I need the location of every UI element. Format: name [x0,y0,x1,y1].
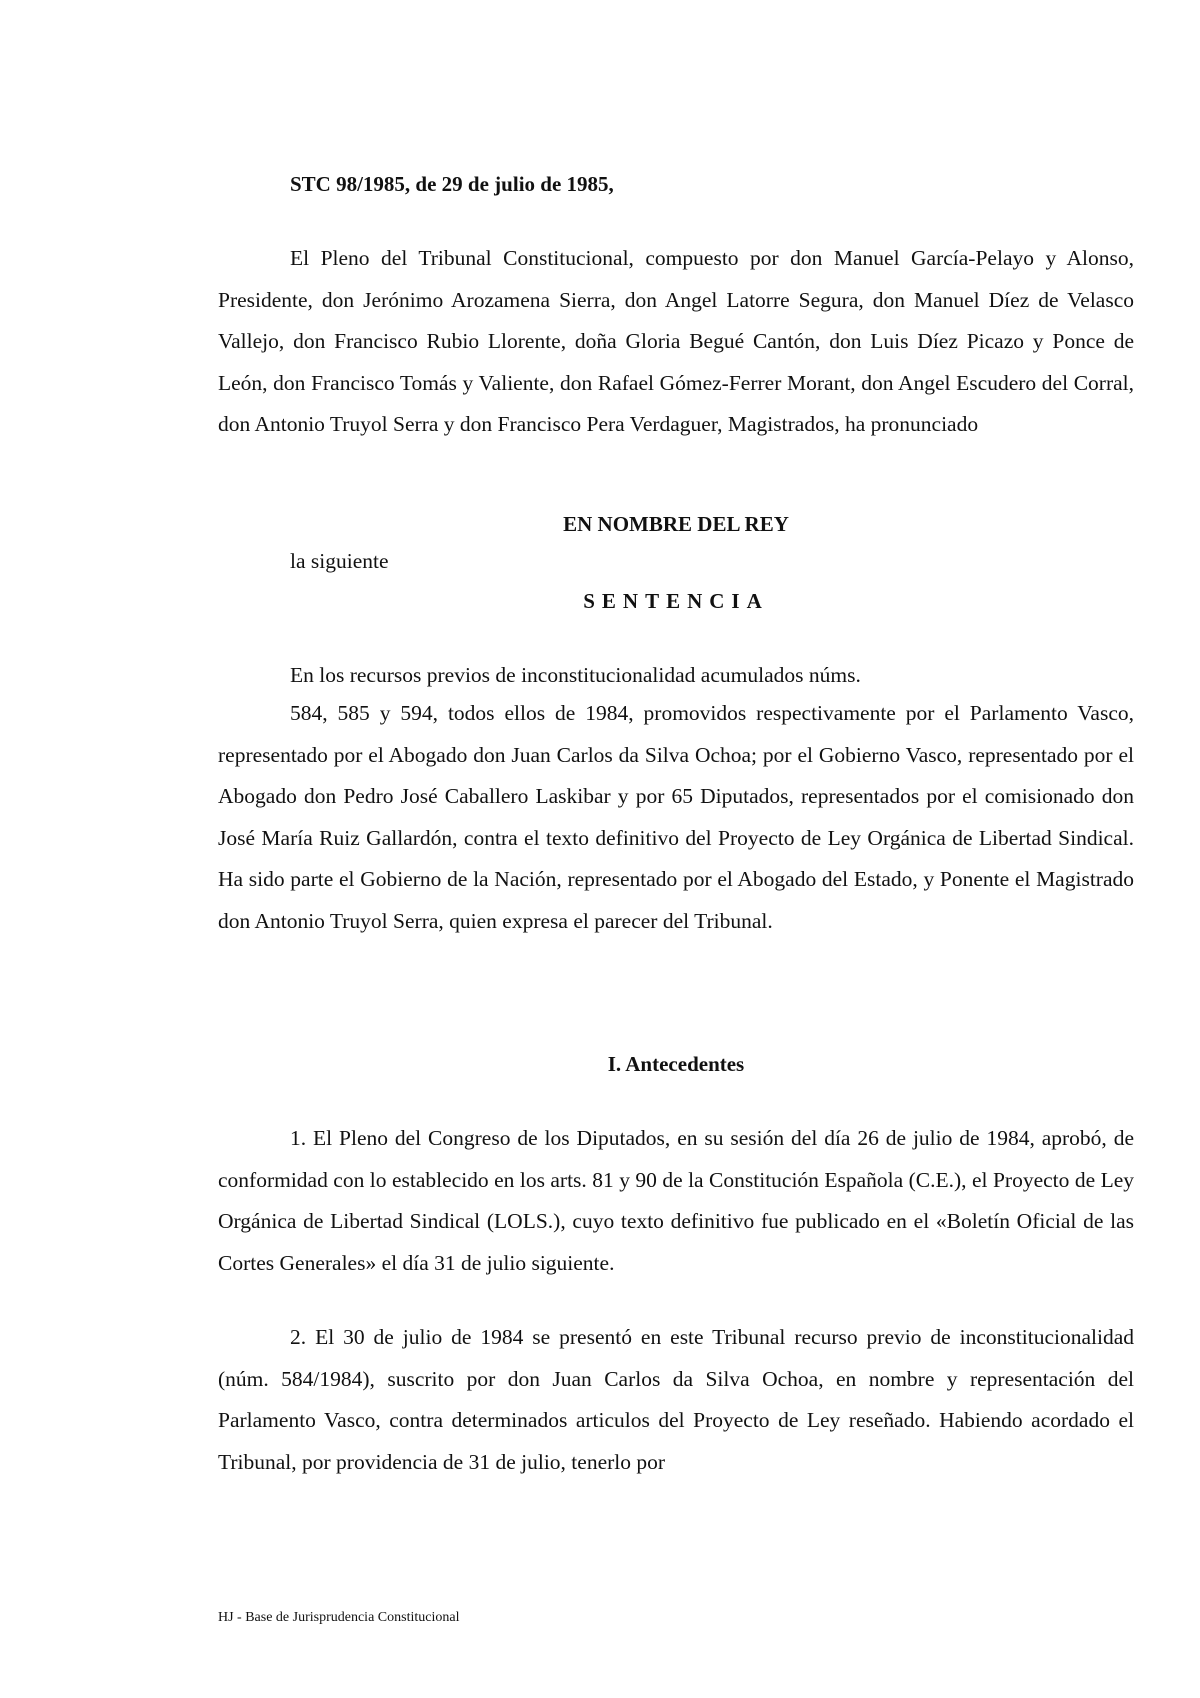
document-title: STC 98/1985, de 29 de julio de 1985, [290,172,614,196]
antecedente-1-paragraph: 1. El Pleno del Congreso de los Diputados, en su sesión del día 26 de julio de 1984, aprobó, de conformidad con lo establecido en los arts. 81 y 90 de la Constitución Española (C.E.), el Proyecto de Ley Orgánica de Libertad Sindical (LOLS.), cuyo texto definitivo fue publicado en el «Boletín Oficial de las Cortes Generales» el día 31 de julio siguiente. [218,1126,1134,1275]
recursos-first-line: En los recursos previos de inconstitucionalidad acumulados núms. [290,663,861,687]
la-siguiente-line: la siguiente [290,549,389,573]
section-heading-antecedentes: I. Antecedentes [607,1052,745,1076]
recursos-paragraph: 584, 585 y 594, todos ellos de 1984, promovidos respectivamente por el Parlamento Vasco, representado por el Abogado don Juan Carlos da Silva Ochoa; por el Gobierno Vasco, representado por el Abogado don Pedro José Caballero Laskibar y por 65 Diputados, representados por el comisionado don José María Ruiz Gallardón, contra el texto definitivo del Proyecto de Ley Orgánica de Libertad Sindical. Ha sido parte el Gobierno de la Nación, representado por el Abogado del Estado, y Ponente el Magistrado don Antonio Truyol Serra, quien expresa el parecer del Tribunal. [218,701,1134,933]
antecedente-2-paragraph: 2. El 30 de julio de 1984 se presentó en este Tribunal recurso previo de inconstitucionalidad (núm. 584/1984), suscrito por don Juan Carlos da Silva Ochoa, en nombre y representación del Parlamento Vasco, contra determinados articulos del Proyecto de Ley reseñado. Habiendo acordado el Tribunal, por providencia de 31 de julio, tenerlo por [218,1325,1134,1474]
intro-paragraph: El Pleno del Tribunal Constitucional, compuesto por don Manuel García-Pelayo y Alonso, Presidente, don Jerónimo Arozamena Sierra, don Angel Latorre Segura, don Manuel Díez de Velasco Vallejo, don Francisco Rubio Llorente, doña Gloria Begué Cantón, don Luis Díez Picazo y Ponce de León, don Francisco Tomás y Valiente, don Rafael Gómez-Ferrer Morant, don Angel Escudero del Corral, don Antonio Truyol Serra y don Francisco Pera Verdaguer, Magistrados, ha pronunciado [218,246,1134,436]
heading-sentencia: SENTENCIA [583,589,769,613]
page-footer: HJ - Base de Jurisprudencia Constitucional [218,1610,460,1625]
heading-en-nombre-del-rey: EN NOMBRE DEL REY [563,512,789,536]
